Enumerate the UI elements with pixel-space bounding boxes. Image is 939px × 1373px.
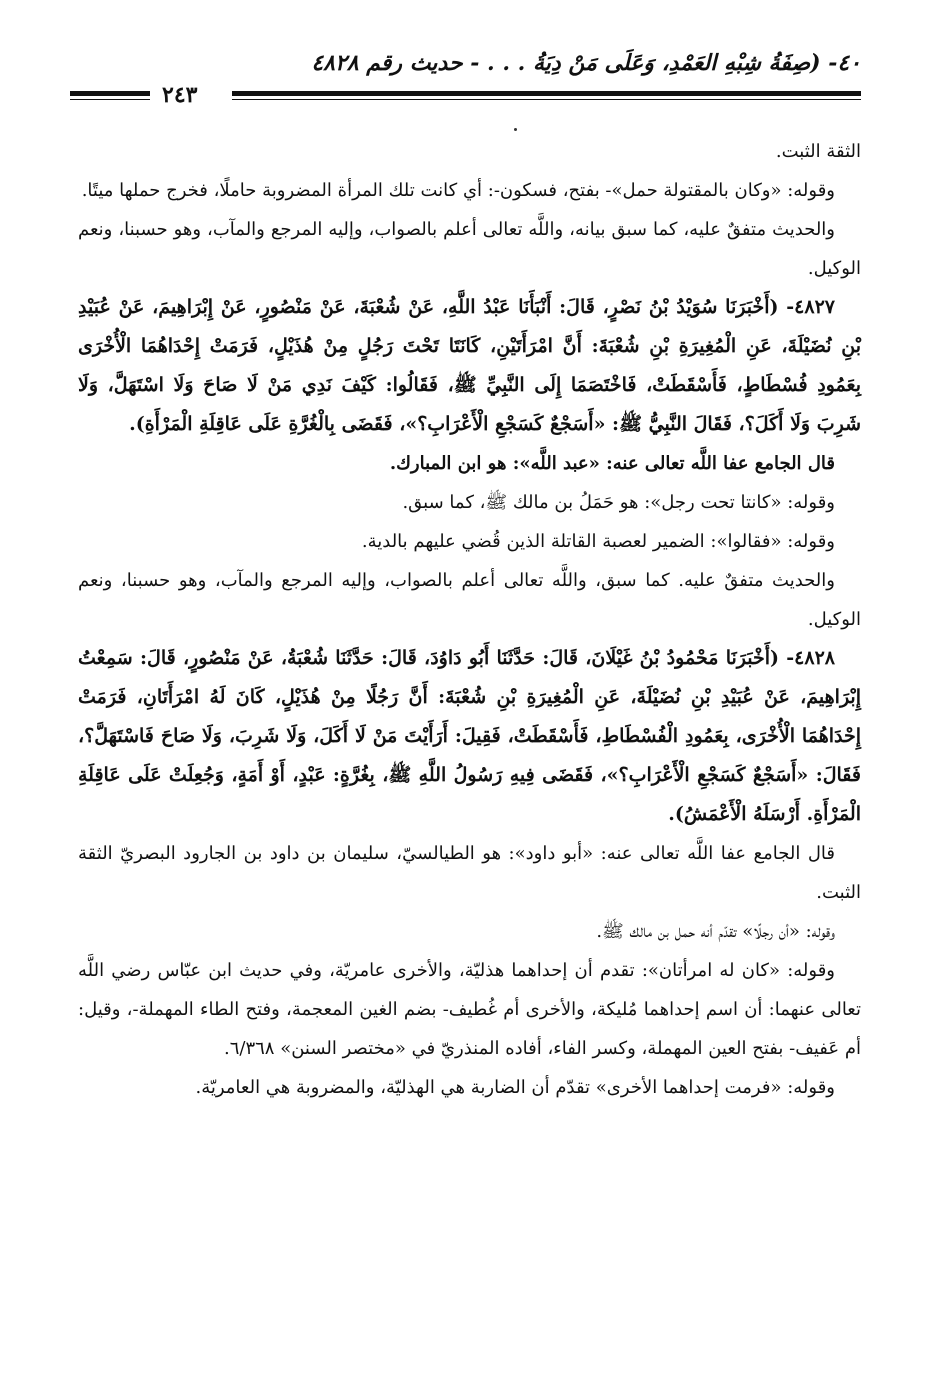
page-number-rule-thin: [70, 99, 150, 100]
header-rule-thin: [232, 99, 861, 100]
commentary-paragraph: قال الجامع عفا اللَّه تعالى عنه: «أبو داود»: هو الطيالسيّ، سليمان بن داود بن الجارود البصريّ الثقة الثبت.: [78, 843, 861, 903]
commentary-heading: قال الجامع عفا اللَّه تعالى عنه: «عبد اللَّه»: هو ابن المبارك.: [389, 453, 835, 474]
page-body: [78, 132, 861, 1107]
hadith-text: ٤٨٢٧- (أَخْبَرَنَا سُوَيْدُ بْنُ نَصْرٍ، قَالَ: أَنْبَأَنَا عَبْدُ اللَّهِ، عَنْ شُعْبَةَ، عَنْ مَنْصُورٍ، عَنْ إِبْرَاهِيمَ، عَنْ عُبَيْدِ بْنِ نُضَيْلَةَ، عَنِ الْمُغِيرَةِ بْنِ شُعْبَةَ: أَنَّ امْرَأَتَيْنِ، كَانَتَا تَحْتَ رَجُلٍ مِنْ هُذَيْلٍ، فَرَمَتْ إِحْدَاهُمَا الْأُخْرَى بِعَمُودِ فُسْطَاطٍ، فَأَسْقَطَتْ، فَاخْتَصَمَا إِلَى النَّبِيِّ ﷺ، فَقَالُوا: كَيْفَ نَدِي مَنْ لَا صَاحَ وَلَا اسْتَهَلَّ، وَلَا شَرِبَ وَلَا أَكَلَ؟، فَقَالَ النَّبِيُّ ﷺ: «أَسَجْعٌ كَسَجْعِ الْأَعْرَابِ؟»، فَقَضَى بِالْغُرَّةِ عَلَى عَاقِلَةِ الْمَرْأَةِ).: [78, 296, 861, 435]
ink-dot: [514, 128, 517, 131]
paragraph: وقوله: «أن رجلًا» تقدّم أنه حمل بن مالك ﷺ.: [596, 921, 835, 942]
page-number: ٢٤٣: [162, 82, 198, 108]
header-rule: [232, 91, 861, 96]
page-number-rule: [70, 91, 150, 96]
hadith-text: ٤٨٢٨- (أَخْبَرَنَا مَحْمُودُ بْنُ غَيْلَانَ، قَالَ: حَدَّثَنَا أَبُو دَاوُدَ، قَالَ: حَدَّثَنَا شُعْبَةُ، عَنْ مَنْصُورٍ، قَالَ: سَمِعْتُ إِبْرَاهِيمَ، عَنْ عُبَيْدِ بْنِ نُضَيْلَةَ، عَنِ الْمُغِيرَةِ بْنِ شُعْبَةَ: أَنَّ رَجُلًا مِنْ هُذَيْلٍ، كَانَ لَهُ امْرَأَتَانِ، فَرَمَتْ إِحْدَاهُمَا الْأُخْرَى، بِعَمُودِ الْفُسْطَاطِ، فَأَسْقَطَتْ، فَقِيلَ: أَرَأَيْتَ مَنْ لَا أَكَلَ، وَلَا شَرِبَ، وَلَا صَاحَ فَاسْتَهَلَّ؟، فَقَالَ: «أَسَجْعٌ كَسَجْعِ الْأَعْرَابِ؟»، فَقَضَى فِيهِ رَسُولُ اللَّهِ ﷺ، بِغُرَّةٍ: عَبْدٍ، أَوْ أَمَةٍ، وَجُعِلَتْ عَلَى عَاقِلَةِ الْمَرْأَةِ. أَرْسَلَهُ الْأَعْمَشُ).: [78, 647, 861, 825]
running-title: ٤٠- (صِفَةُ شِبْهِ العَمْدِ، وَعَلَى مَنْ دِيَةُ . . . - حديث رقم ٤٨٢٨: [311, 50, 861, 76]
paragraph: الثقة الثبت.: [775, 141, 861, 162]
page-header: [70, 44, 861, 114]
paragraph: وقوله: «كانتا تحت رجل»: هو حَمَلُ بن مالك ﷺ، كما سبق.: [402, 492, 835, 513]
paragraph: وقوله: «وكان بالمقتولة حمل»- بفتح، فسكون-: أي كانت تلك المرأة المضروبة حاملًا، فخرج حملها ميتًا.: [81, 180, 835, 201]
paragraph: والحديث متفقٌ عليه. كما سبق، واللَّه تعالى أعلم بالصواب، وإليه المرجع والمآب، وهو حسبنا، ونعم الوكيل.: [78, 570, 861, 630]
paragraph: والحديث متفقٌ عليه، كما سبق بيانه، واللَّه تعالى أعلم بالصواب، وإليه المرجع والمآب، وهو حسبنا، ونعم الوكيل.: [78, 219, 861, 279]
paragraph: وقوله: «فرمت إحداهما الأخرى» تقدّم أن الضاربة هي الهذليّة، والمضروبة هي العامريّة.: [195, 1077, 835, 1098]
paragraph: وقوله: «كان له امرأتان»: تقدم أن إحداهما هذليّة، والأخرى عامريّة، وفي حديث ابن عبّاس رضي اللَّه تعالى عنهما: أن اسم إحداهما مُليكة، والأخرى أم غُطيف- بضم الغين المعجمة، وفتح الطاء المهملة-، وقيل: أم عَفيف- بفتح العين المهملة، وكسر الفاء، أفاده المنذريّ في «مختصر السنن» ٦/٣٦٨.: [78, 960, 861, 1059]
paragraph: وقوله: «فقالوا»: الضمير لعصبة القاتلة الذين قُضي عليهم بالدية.: [361, 531, 835, 552]
